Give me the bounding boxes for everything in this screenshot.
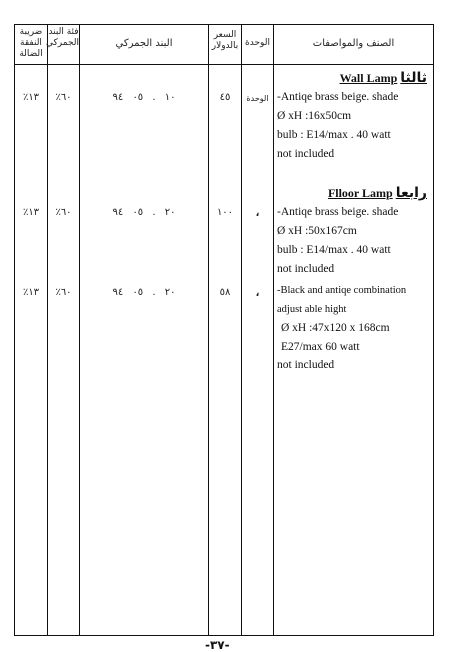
row-customs-item: ١٠ . ٠٥ ٩٤ [112,92,176,103]
item-title [277,69,433,88]
row-tax: ١٣٪ [22,92,40,103]
item-title-en: Flloor Lamp [327,186,393,200]
row-customs-category: ٦٠٪ [55,207,72,218]
row-description [277,69,433,164]
row-customs-item: ٢٠ . ٠٥ ٩٤ [112,287,176,298]
row-unit: الوحدة [246,94,269,103]
item-title-en: Wall Lamp [339,71,398,85]
row-tax: ١٣٪ [22,287,40,298]
column-divider [273,24,274,636]
row-customs-item: ٢٠ . ٠٥ ٩٤ [112,207,176,218]
header-description: الصنف والمواصفات [312,38,395,49]
spec-line: bulb : E14/max . 40 watt [277,244,391,256]
header-price: السعر بالدولار [211,30,239,51]
spec-line: E27/max 60 watt [281,340,360,353]
row-description [277,282,433,375]
header-customs-category: فئة البند الجمركي [45,27,79,48]
spec-line: not included [277,359,335,371]
header-customs-item: البند الجمركي [115,38,173,49]
row-price: ٤٥ [219,92,231,103]
row-customs-category: ٦٠٪ [55,92,72,103]
spec-line: not included [277,263,335,275]
item-title-ar: رابعا [395,185,427,201]
spec-line: adjust able hight [277,303,347,315]
column-divider [208,24,209,636]
column-divider [79,24,80,636]
header-divider [14,64,434,65]
spec-line: Ø xH :16x50cm [277,110,352,122]
row-tax: ١٣٪ [22,207,40,218]
item-title [277,184,433,203]
column-divider [241,24,242,636]
spec-line: -Antiqe brass beige. shade [277,91,399,103]
header-unit: الوحدة [245,38,270,48]
spec-line: not included [277,148,335,160]
page-number: -٣٧- [205,638,230,652]
spec-line: -Antiqe brass beige. shade [277,206,399,218]
row-unit: ، [255,208,260,219]
spec-line: Ø xH :50x167cm [277,225,357,237]
row-price: ٥٨ [219,287,231,298]
spec-line: Ø xH :47x120 x 168cm [281,322,390,334]
spec-line: bulb : E14/max . 40 watt [277,129,391,141]
row-customs-category: ٦٠٪ [55,287,72,298]
row-description [277,184,433,279]
header-tax: ضريبة النفقة الضالة [19,27,43,59]
column-divider [47,24,48,636]
spec-line: -Black and antiqe combination [277,285,407,296]
item-title-ar: ثالثا [400,70,427,86]
row-price: ١٠٠ [216,207,234,218]
row-unit: ، [255,288,260,299]
